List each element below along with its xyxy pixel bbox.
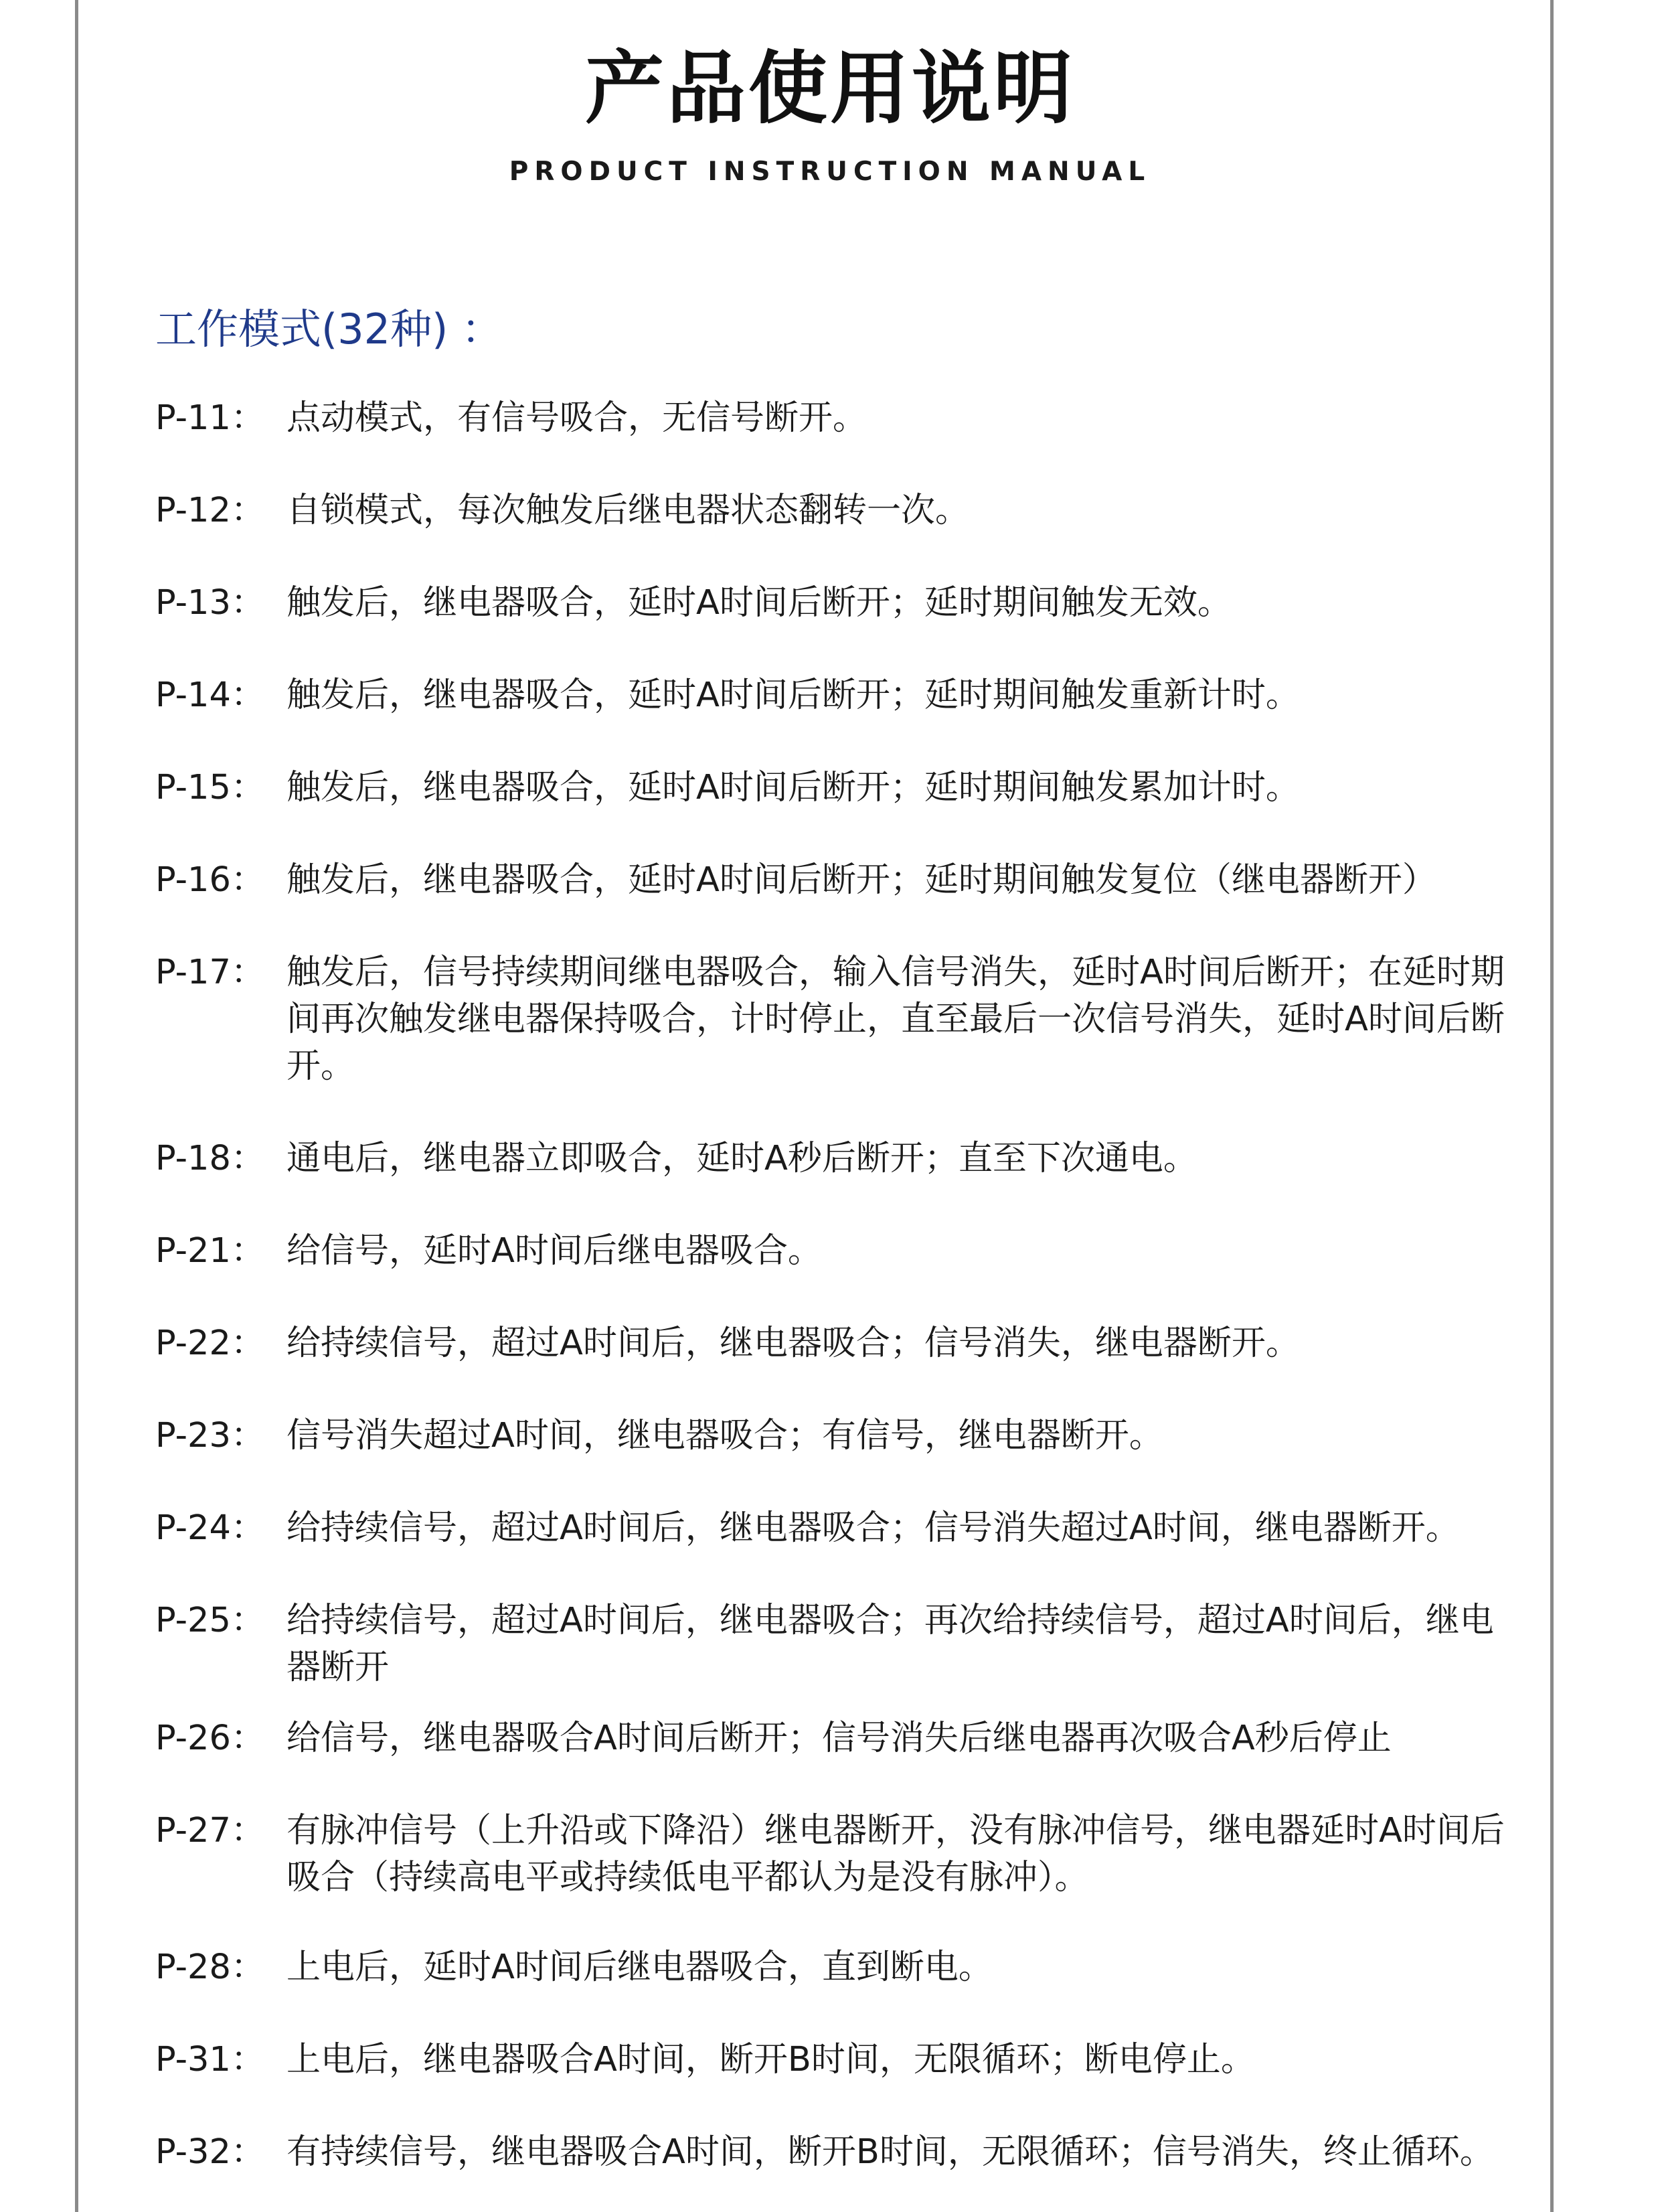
mode-description: 上电后，继电器吸合A时间，断开B时间，无限循环；断电停止。: [286, 2040, 1255, 2079]
mode-item: [155, 2129, 1521, 2176]
mode-description: 有脉冲信号（上升沿或下降沿）继电器断开，没有脉冲信号，继电器延时A时间后吸合（持续高电平或持续低电平都认为是没有脉冲）。: [286, 1811, 1505, 1897]
mode-description: 通电后，继电器立即吸合，延时A秒后断开；直至下次通电。: [286, 1139, 1197, 1178]
mode-description: 触发后，继电器吸合，延时A时间后断开；延时期间触发累加计时。: [286, 768, 1300, 807]
mode-description: 给持续信号，超过A时间后，继电器吸合；信号消失超过A时间，继电器断开。: [286, 1508, 1460, 1548]
page-title: 产品使用说明: [584, 42, 1075, 135]
mode-code: P-22：: [155, 1324, 265, 1363]
mode-code: P-26：: [155, 1719, 265, 1758]
mode-description: 触发后，继电器吸合，延时A时间后断开；延时期间触发无效。: [286, 583, 1232, 623]
mode-description: 点动模式，有信号吸合，无信号断开。: [286, 398, 867, 438]
mode-code: P-23：: [155, 1416, 265, 1455]
mode-code: P-13：: [155, 583, 265, 623]
mode-description: 触发后，继电器吸合，延时A时间后断开；延时期间触发复位（继电器断开）: [286, 860, 1436, 900]
mode-code: P-14：: [155, 676, 265, 715]
mode-item: [155, 672, 1521, 719]
mode-item: [155, 1944, 1521, 1991]
mode-description: 给持续信号，超过A时间后，继电器吸合；再次给持续信号，超过A时间后，继电器断开: [286, 1601, 1494, 1687]
mode-item: [155, 580, 1521, 627]
mode-description: 给信号，继电器吸合A时间后断开；信号消失后继电器再次吸合A秒后停止: [286, 1719, 1392, 1758]
mode-description: 信号消失超过A时间，继电器吸合；有信号，继电器断开。: [286, 1416, 1163, 1455]
mode-item: [155, 1808, 1521, 1901]
mode-code: P-15：: [155, 768, 265, 807]
section-heading: 工作模式(32种) ：: [155, 305, 503, 353]
mode-code: P-17：: [155, 953, 265, 992]
mode-code: P-25：: [155, 1601, 265, 1640]
mode-item: [155, 395, 1521, 442]
page-subtitle: PRODUCT INSTRUCTION MANUAL: [509, 157, 1151, 187]
mode-item: [155, 949, 1521, 1090]
mode-description: 上电后，延时A时间后继电器吸合，直到断电。: [286, 1948, 993, 1987]
mode-description: 触发后，信号持续期间继电器吸合，输入信号消失，延时A时间后断开；在延时期间再次触发继电器保持吸合，计时停止，直至最后一次信号消失，延时A时间后断开。: [286, 953, 1505, 1086]
mode-code: P-12：: [155, 491, 265, 530]
mode-code: P-18：: [155, 1139, 265, 1178]
mode-code: P-32：: [155, 2132, 265, 2172]
mode-item: [155, 1320, 1521, 1367]
mode-item: [155, 1715, 1521, 1762]
mode-code: P-11：: [155, 398, 265, 438]
mode-description: 有持续信号，继电器吸合A时间，断开B时间，无限循环；信号消失，终止循环。: [286, 2132, 1494, 2172]
mode-description: 自锁模式，每次触发后继电器状态翻转一次。: [286, 491, 970, 530]
mode-description: 给持续信号，超过A时间后，继电器吸合；信号消失，继电器断开。: [286, 1324, 1300, 1363]
mode-code: P-21：: [155, 1231, 265, 1271]
mode-item: [155, 1228, 1521, 1275]
mode-code: P-28：: [155, 1948, 265, 1987]
mode-code: P-24：: [155, 1508, 265, 1548]
mode-item: [155, 487, 1521, 534]
mode-item: [155, 857, 1521, 904]
mode-item: [155, 1597, 1521, 1691]
mode-item: [155, 1135, 1521, 1182]
mode-description: 给信号，延时A时间后继电器吸合。: [286, 1231, 822, 1271]
mode-item: [155, 765, 1521, 811]
mode-item: [155, 1413, 1521, 1459]
mode-code: P-31：: [155, 2040, 265, 2079]
mode-item: [155, 2037, 1521, 2083]
mode-description: 触发后，继电器吸合，延时A时间后断开；延时期间触发重新计时。: [286, 676, 1300, 715]
mode-item: [155, 1505, 1521, 1552]
mode-code: P-27：: [155, 1811, 265, 1850]
mode-code: P-16：: [155, 860, 265, 900]
